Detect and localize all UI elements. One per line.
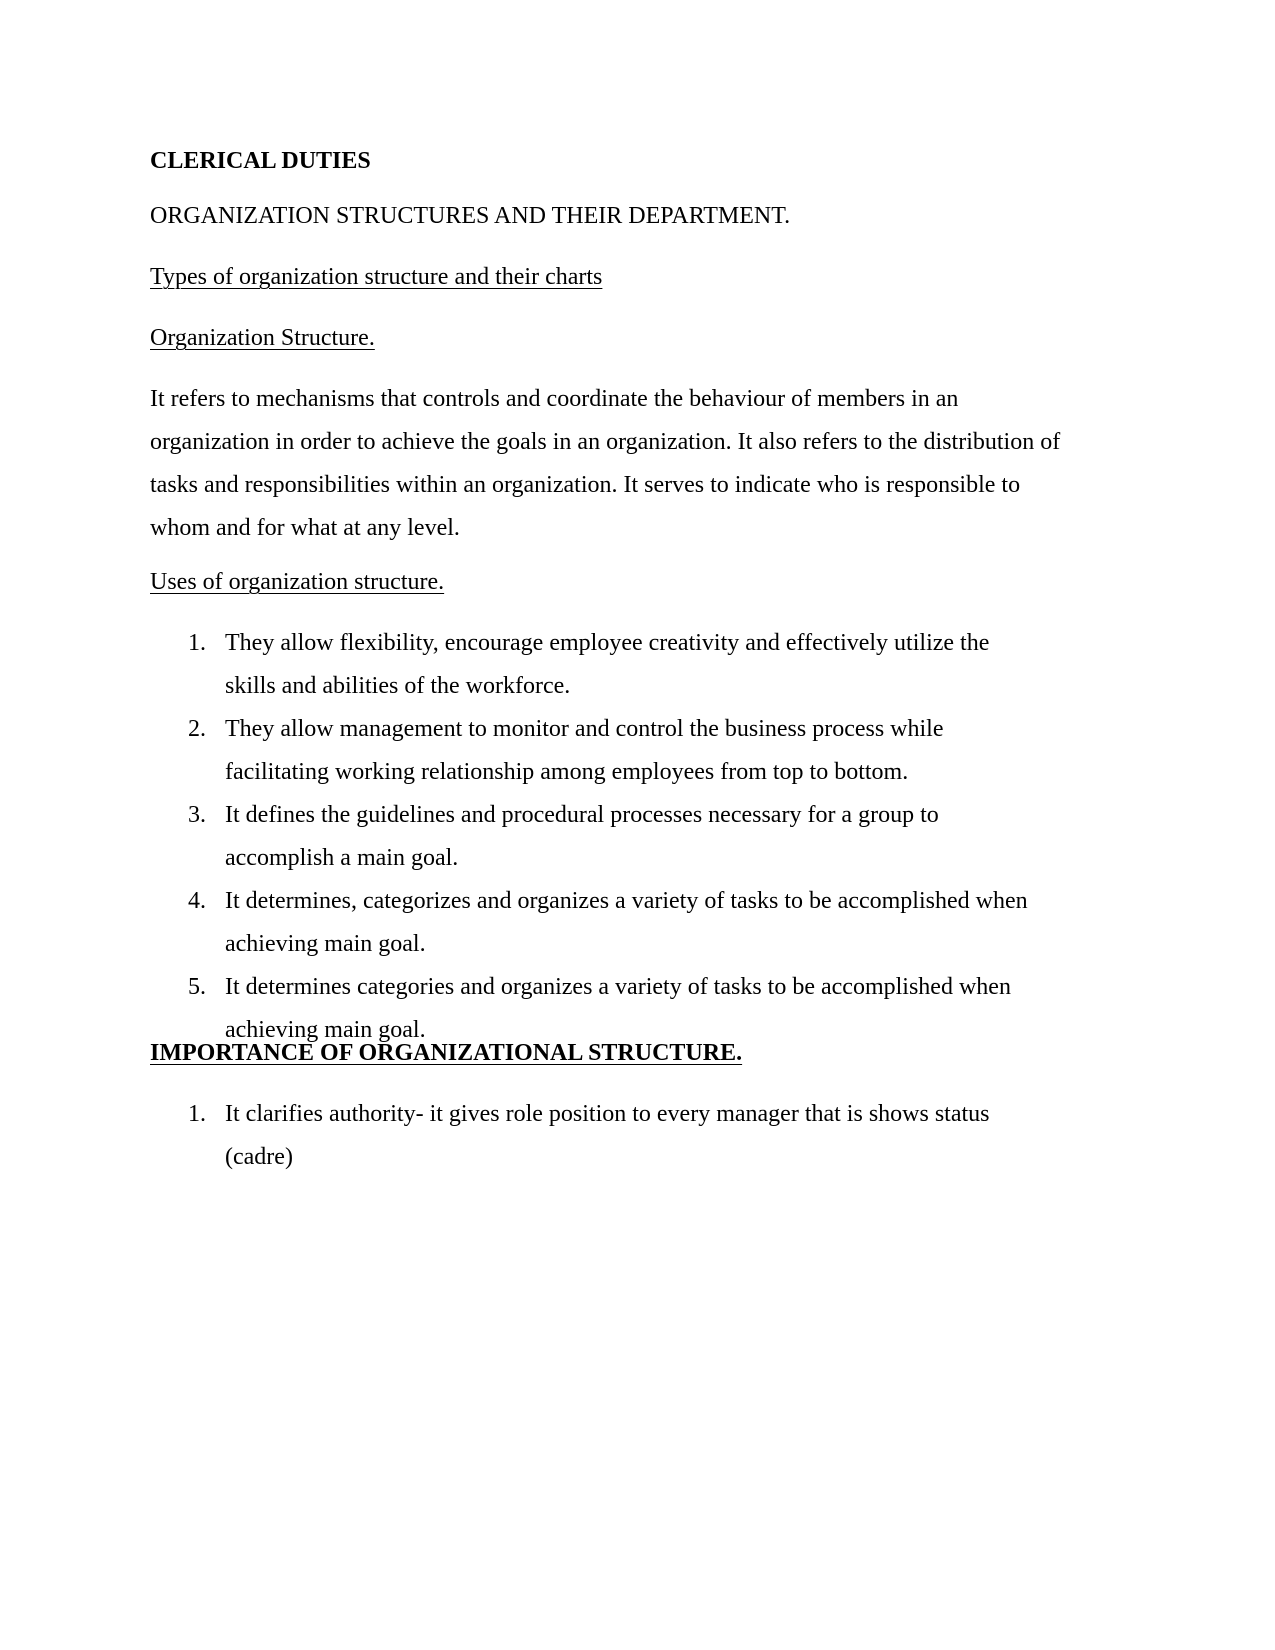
list-item [150, 794, 1045, 880]
definition-paragraph: It refers to mechanisms that controls and coordinate the behaviour of members in an organization in order to achieve the goals in an organization. It also refers to the distribution of tasks and responsibilities within an organization. It serves to indicate who is responsible to whom and for what at any level. [150, 386, 1061, 541]
list-item-number: 5. [188, 974, 206, 1000]
uses-list [150, 622, 1110, 1052]
list-item [150, 708, 1045, 794]
section-heading-types: Types of organization structure and their charts [150, 264, 603, 290]
list-item-number: 1. [188, 630, 206, 656]
section-heading-org-structure: Organization Structure. [150, 325, 375, 351]
section-heading-importance: IMPORTANCE OF ORGANIZATIONAL STRUCTURE. [150, 1040, 743, 1066]
list-item-text: It determines, categorizes and organizes a variety of tasks to be accomplished when achieving main goal. [225, 888, 1028, 957]
list-item-text: It clarifies authority- it gives role position to every manager that is shows status (cadre) [225, 1101, 990, 1170]
importance-list [150, 1093, 1110, 1179]
list-item-text: It defines the guidelines and procedural processes necessary for a group to accomplish a main goal. [225, 802, 939, 871]
section-heading-uses: Uses of organization structure. [150, 569, 445, 595]
list-item-number: 2. [188, 716, 206, 742]
document-subtitle: ORGANIZATION STRUCTURES AND THEIR DEPARTMENT. [150, 203, 791, 229]
list-item [150, 1093, 1045, 1179]
list-item-number: 4. [188, 888, 206, 914]
list-item-text: It determines categories and organizes a variety of tasks to be accomplished when achieving main goal. [225, 974, 1011, 1043]
list-item-number: 3. [188, 802, 206, 828]
list-item [150, 880, 1045, 966]
list-item-number: 1. [188, 1101, 206, 1127]
list-item [150, 622, 1045, 708]
list-item-text: They allow management to monitor and control the business process while facilitating working relationship among employees from top to bottom. [225, 716, 944, 785]
document-title: CLERICAL DUTIES [150, 148, 371, 174]
list-item-text: They allow flexibility, encourage employee creativity and effectively utilize the skills and abilities of the workforce. [225, 630, 990, 699]
